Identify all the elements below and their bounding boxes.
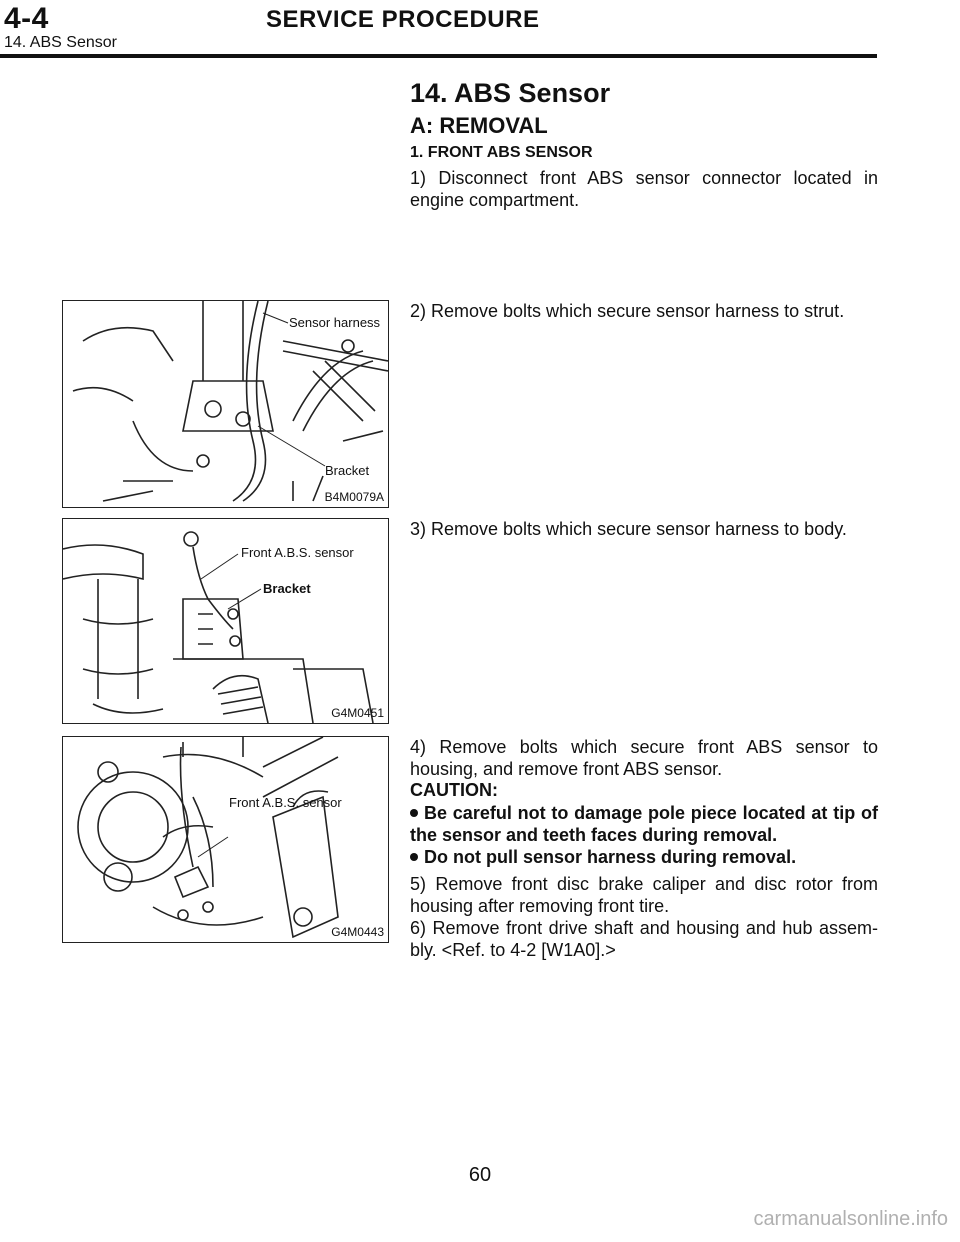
page-header-title: SERVICE PROCEDURE (266, 6, 540, 33)
callout-bracket: Bracket (325, 463, 370, 478)
page-header-subtitle: 14. ABS Sensor (4, 34, 117, 51)
page-number: 60 (468, 1164, 492, 1186)
caution-item (410, 846, 878, 868)
caution-text: Do not pull sensor harness during removal. (424, 847, 797, 867)
step-5: 5) Remove front disc brake caliper and disc rotor from housing after removing front tire. (410, 874, 878, 916)
figure-body-harness (62, 518, 389, 724)
step-2: 2) Remove bolts which secure sensor harness to strut. (410, 301, 845, 321)
step-3: 3) Remove bolts which secure sensor harness to body. (410, 519, 847, 539)
figure-strut-harness (62, 300, 389, 508)
figure-code: B4M0079A (324, 490, 384, 504)
section-title: 14. ABS Sensor (410, 78, 611, 108)
caution-text: Be careful not to damage pole piece located at tip of the sensor and teeth faces during removal. (410, 803, 878, 845)
bullet-icon (410, 809, 418, 817)
callout-front-abs-sensor: Front A.B.S. sensor (229, 795, 342, 810)
caution-heading: CAUTION: (410, 780, 498, 800)
watermark: carmanualsonline.info (753, 1208, 948, 1230)
callout-bracket: Bracket (263, 581, 311, 596)
bullet-icon (410, 853, 418, 861)
callout-front-abs-sensor: Front A.B.S. sensor (241, 545, 354, 560)
step-4: 4) Remove bolts which secure front ABS sensor to housing, and remove front ABS sensor. (410, 737, 878, 779)
item-title: 1. FRONT ABS SENSOR (410, 144, 593, 161)
header-rule (0, 54, 877, 58)
section-number: 4-4 (4, 2, 49, 35)
step-6: 6) Remove front drive shaft and housing and hub assem-bly. <Ref. to 4-2 [W1A0].> (410, 918, 878, 960)
figure-code: G4M0451 (331, 706, 384, 720)
figure-code: G4M0443 (331, 925, 384, 939)
callout-sensor-harness: Sensor harness (289, 315, 381, 330)
figure-housing-sensor (62, 736, 389, 943)
housing-illustration (63, 737, 388, 942)
caution-item (410, 802, 878, 846)
subsection-title: A: REMOVAL (410, 113, 548, 138)
step-1: 1) Disconnect front ABS sensor connector located in engine compartment. (410, 168, 878, 210)
